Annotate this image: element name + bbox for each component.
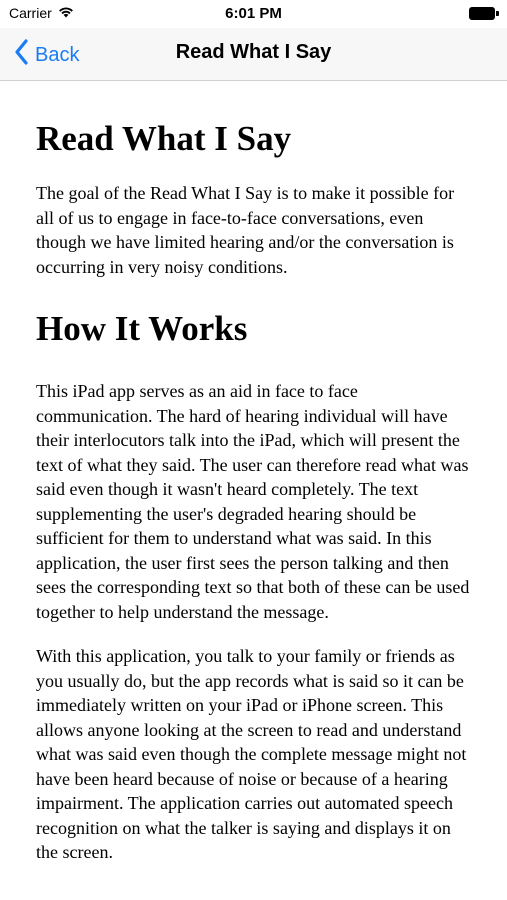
- intro-paragraph: The goal of the Read What I Say is to make it possible for all of us to engage in face-to-face conversations, even though we have limited hearing and/or the conversation is occurring in very noisy conditions.: [36, 183, 455, 277]
- bottom-strip: [0, 872, 507, 900]
- status-bar: [0, 0, 507, 28]
- application-paragraph: With this application, you talk to your family or friends as you usually do, but the app records what is said so it can be immediately written on your iPad or iPhone screen. This allows anyone looking at the screen to read and understand what was said even though the complete message might not have been heard because of noise or because of a hearing impairment. The application carries out automated speech recognition on what the talker is saying and displays it on the screen.: [36, 646, 467, 862]
- navigation-bar: [0, 28, 507, 81]
- content-view[interactable]: [0, 81, 507, 872]
- how-it-works-paragraph: This iPad app serves as an aid in face to face communication. The hard of hearing individual will have their interlocutors talk into the iPad, which will present the text of what they said. The user can therefore read what was said even though it wasn't heard completely. The text supplementing the user's degraded hearing should be sufficient for them to understand what was said. In this application, the user first sees the person talking and then sees the corresponding text so that both of these can be used together to help understand the message.: [36, 381, 470, 622]
- back-label: Back: [35, 43, 80, 66]
- battery-icon: [469, 7, 499, 20]
- carrier-label: Carrier: [9, 5, 52, 21]
- page-heading: Read What I Say: [36, 119, 292, 158]
- nav-title: Read What I Say: [175, 41, 332, 63]
- section-heading-how-it-works: How It Works: [36, 309, 248, 348]
- content-body: [0, 81, 507, 865]
- status-time: 6:01 PM: [225, 5, 282, 22]
